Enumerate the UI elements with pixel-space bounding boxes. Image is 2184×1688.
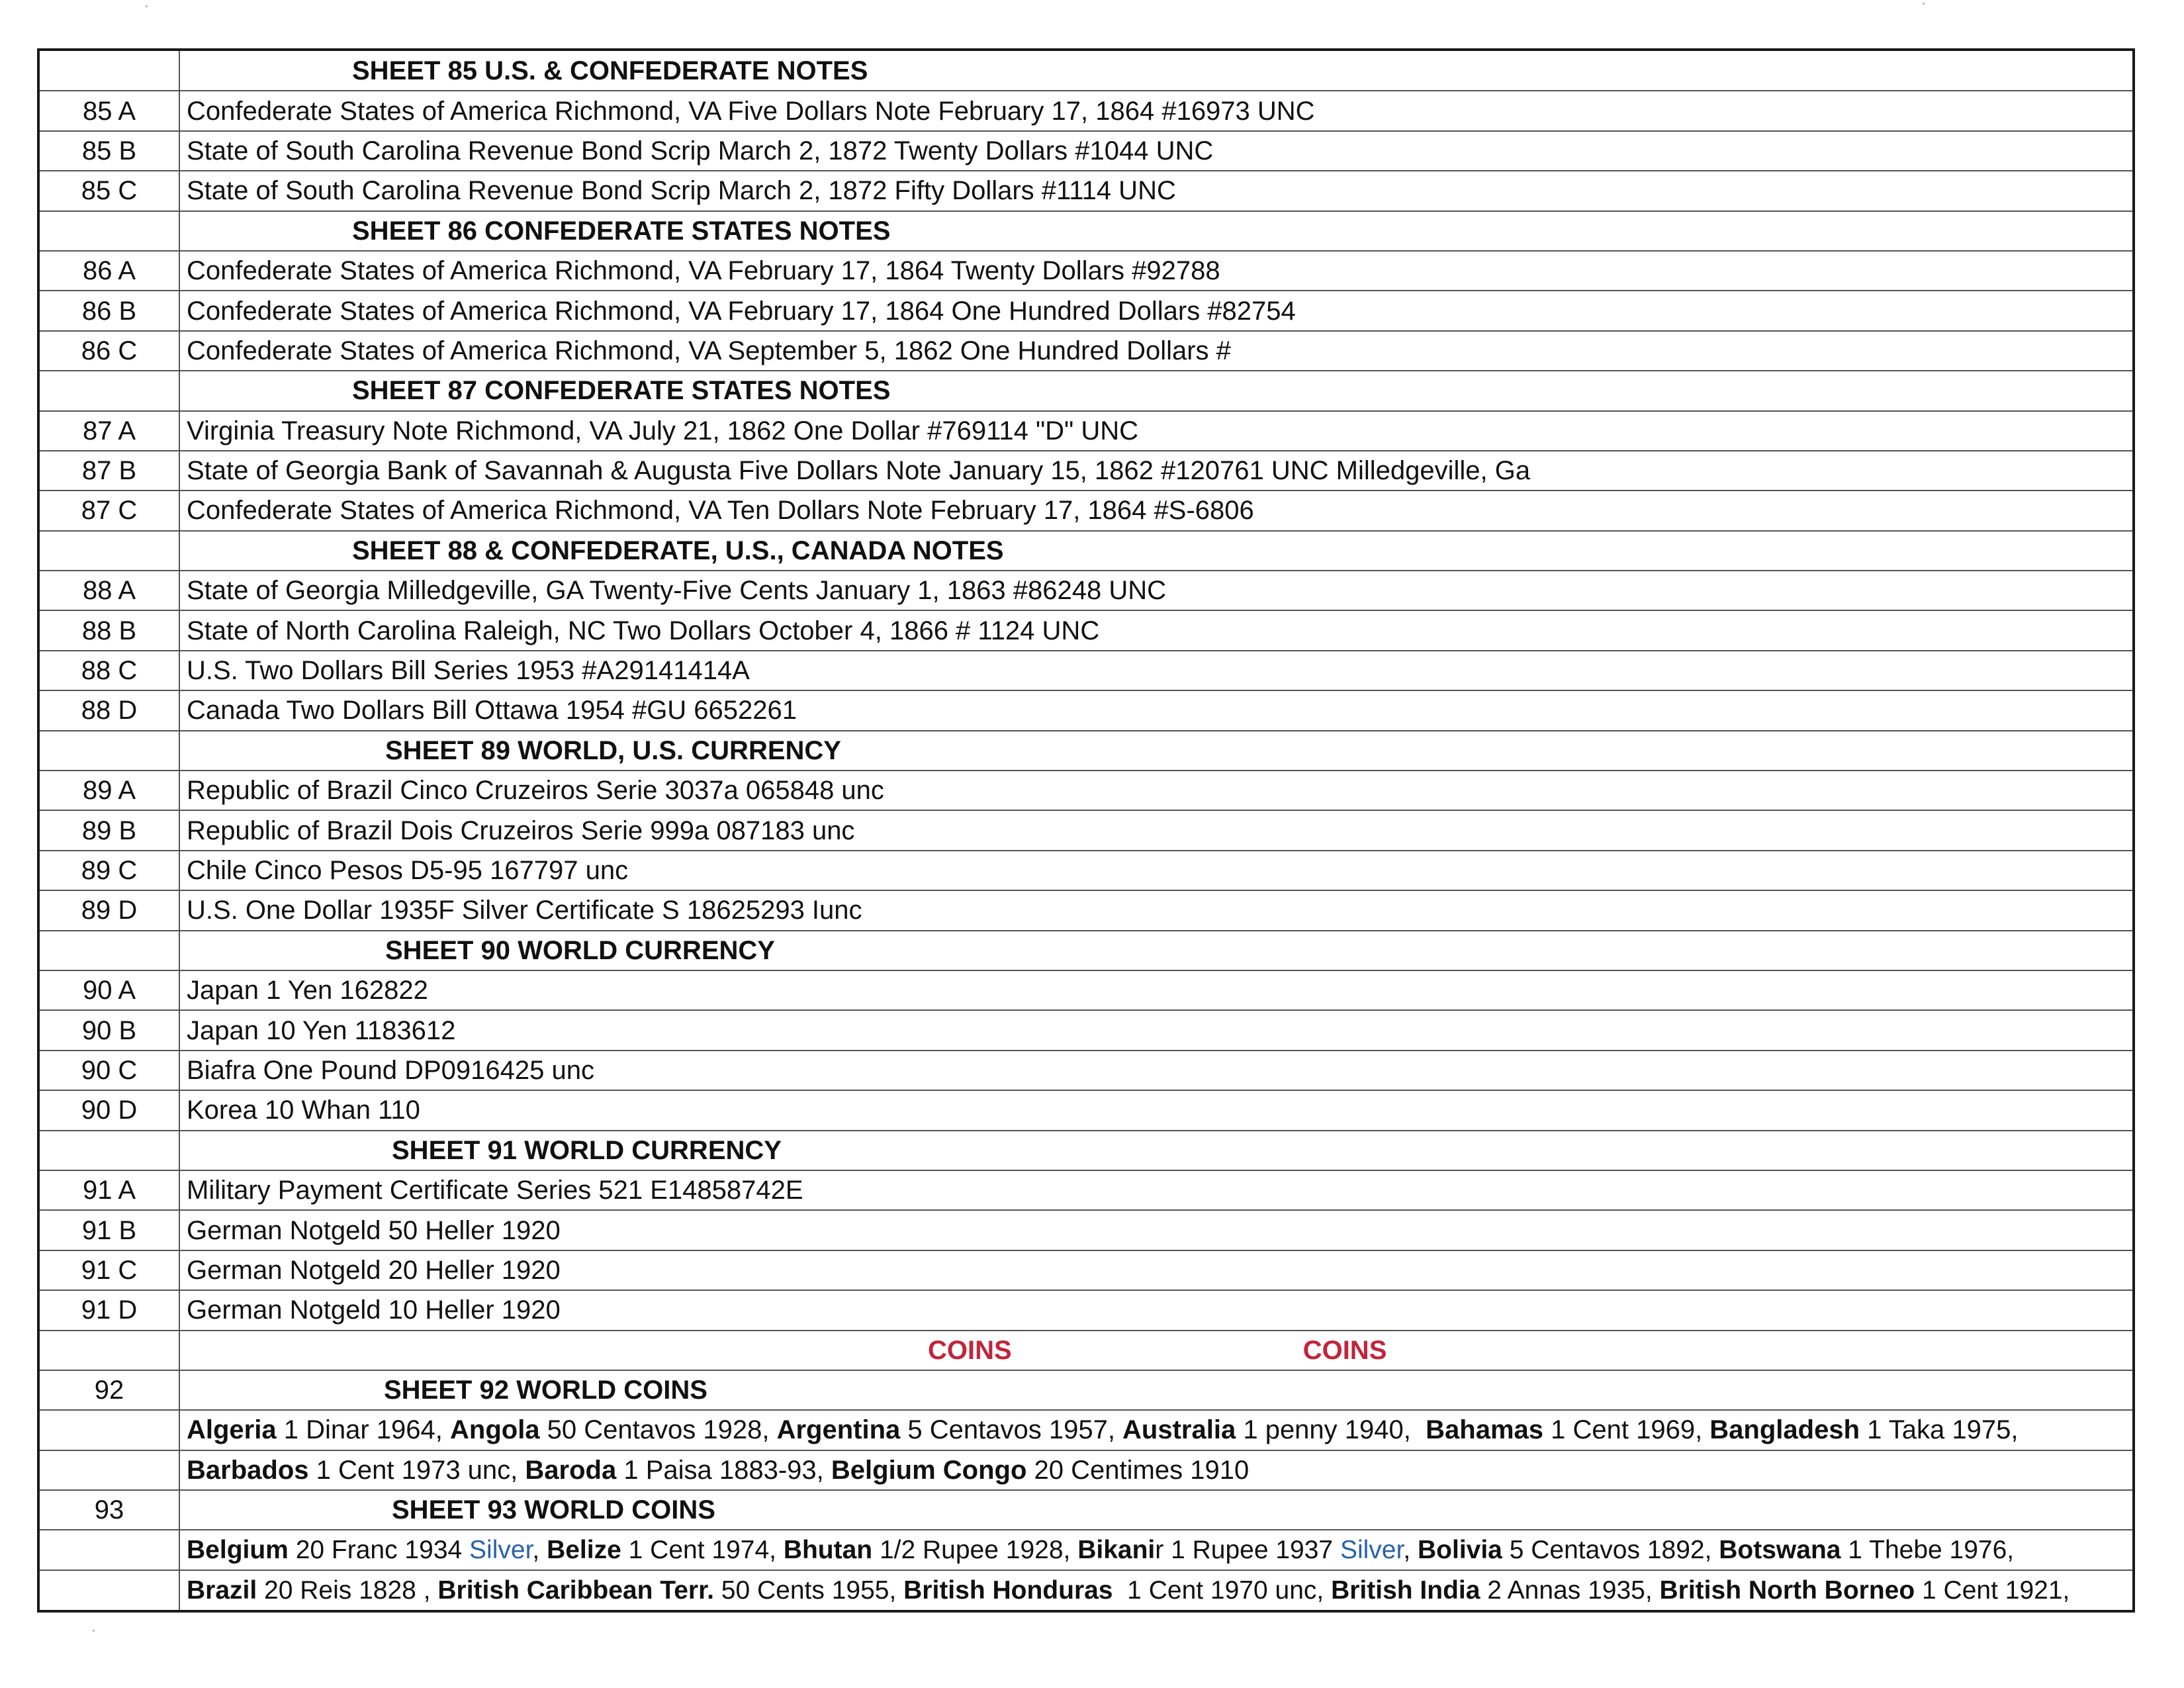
sheet-header-row [40, 371, 2132, 410]
sheet-header-row [40, 1490, 2132, 1530]
sheet-89-header: SHEET 89 WORLD, U.S. CURRENCY [179, 731, 2132, 771]
country-name: Belgium Congo [831, 1455, 1027, 1485]
table-row [40, 1290, 2132, 1330]
sheet-header-row [40, 531, 2132, 571]
coin-list-line: Brazil 20 Reis 1828 , British Caribbean Terr. 50 Cents 1955, British Honduras 1 Cent 1970 unc, British India 2 Annas 1935, British North Borneo 1 Cent 1921, [187, 1576, 2070, 1605]
sheet-header-row [40, 211, 2132, 251]
scan-speck [146, 5, 148, 7]
country-name: Baroda [525, 1455, 617, 1485]
item-description: Confederate States of America Richmond, VA February 17, 1864 One Hundred Dollars #82754 [179, 291, 2132, 330]
item-description: Confederate States of America Richmond, VA Five Dollars Note February 17, 1864 #16973 UNC [179, 91, 2132, 130]
item-id: 88 B [40, 610, 179, 650]
table-row [40, 610, 2132, 650]
table-row [40, 890, 2132, 930]
item-id: 90 C [40, 1051, 179, 1090]
item-id: 87 C [40, 491, 179, 530]
silver-label: Silver [1340, 1536, 1404, 1565]
item-id: 87 A [40, 411, 179, 451]
item-description: German Notgeld 50 Heller 1920 [179, 1210, 2132, 1250]
table-row [40, 851, 2132, 890]
item-description: Korea 10 Whan 110 [179, 1090, 2132, 1130]
table-row [40, 411, 2132, 451]
coin-list-line: Algeria 1 Dinar 1964, Angola 50 Centavos 1928, Argentina 5 Centavos 1957, Australia 1 penny 1940, Bahamas 1 Cent 1969, Bangladesh 1 Taka 1975, [179, 1410, 2132, 1450]
item-id: 90 A [40, 970, 179, 1010]
item-description: State of South Carolina Revenue Bond Scrip March 2, 1872 Fifty Dollars #1114 UNC [179, 171, 2132, 211]
country-name: Barbados [187, 1455, 309, 1485]
country-name: Bikani [1077, 1536, 1156, 1565]
item-description: Republic of Brazil Cinco Cruzeiros Serie 3037a 065848 unc [179, 771, 2132, 810]
table-row [40, 91, 2132, 130]
sheet-92-header: SHEET 92 WORLD COINS [179, 1370, 2132, 1410]
item-id: 86 B [40, 291, 179, 330]
item-id: 89 D [40, 890, 179, 930]
item-description: German Notgeld 20 Heller 1920 [179, 1250, 2132, 1290]
item-id: 85 A [40, 91, 179, 130]
sheet-91-header: SHEET 91 WORLD CURRENCY [179, 1131, 2132, 1170]
item-id: 92 [40, 1370, 179, 1410]
table-row [40, 810, 2132, 850]
sheet-88-header: SHEET 88 & CONFEDERATE, U.S., CANADA NOTES [179, 531, 2132, 571]
table-row [40, 1210, 2132, 1250]
sheet-93-header: SHEET 93 WORLD COINS [179, 1490, 2132, 1530]
table-row [40, 1090, 2132, 1130]
coins-label-right: COINS [1302, 1335, 1387, 1365]
sheet-header-row [40, 1370, 2132, 1410]
country-name: Australia [1122, 1415, 1236, 1445]
country-name: Argentina [776, 1415, 901, 1445]
table-row [40, 251, 2132, 291]
table-row [40, 131, 2132, 171]
item-id: 88 C [40, 651, 179, 690]
coin-list-line: Belgium 20 Franc 1934 Silver, Belize 1 Cent 1974, Bhutan 1/2 Rupee 1928, Bikanir 1 Rupee 1937 Silver, Bolivia 5 Centavos 1892, Botswana 1 Thebe 1976, [179, 1530, 2132, 1570]
sheet-header-row [40, 731, 2132, 771]
sheet-header-row [40, 51, 2132, 91]
item-description: State of South Carolina Revenue Bond Scrip March 2, 1872 Twenty Dollars #1044 UNC [179, 131, 2132, 171]
item-description: Chile Cinco Pesos D5-95 167797 unc [179, 851, 2132, 890]
country-name: British Caribbean Terr. [437, 1576, 714, 1605]
country-name: Bhutan [783, 1536, 873, 1565]
item-description: Biafra One Pound DP0916425 unc [179, 1051, 2132, 1090]
coins-banner-row [40, 1331, 2132, 1370]
inventory-sheet [37, 48, 2135, 1613]
item-id: 86 C [40, 331, 179, 371]
item-description: Canada Two Dollars Bill Ottawa 1954 #GU 6652261 [179, 690, 2132, 730]
table-row [40, 651, 2132, 690]
table-row [40, 690, 2132, 730]
country-name: Brazil [187, 1576, 257, 1605]
scan-speck [1923, 3, 1925, 5]
item-description: U.S. Two Dollars Bill Series 1953 #A29141414A [179, 651, 2132, 690]
country-name: Algeria [187, 1415, 277, 1445]
table-row [40, 1010, 2132, 1050]
item-id: 93 [40, 1490, 179, 1530]
sheet-85-header: SHEET 85 U.S. & CONFEDERATE NOTES [179, 51, 2132, 91]
scan-speck [93, 1630, 95, 1632]
country-name: Bangladesh [1709, 1415, 1860, 1445]
table-row [40, 771, 2132, 810]
item-description: German Notgeld 10 Heller 1920 [179, 1290, 2132, 1330]
silver-label: Silver [469, 1536, 533, 1565]
sheet-header-row [40, 931, 2132, 970]
country-name: Bahamas [1426, 1415, 1543, 1445]
table-row [40, 1051, 2132, 1090]
table-row [40, 571, 2132, 610]
item-id: 91 C [40, 1250, 179, 1290]
item-description: State of Georgia Milledgeville, GA Twenty-Five Cents January 1, 1863 #86248 UNC [179, 571, 2132, 610]
table-row [40, 1450, 2132, 1490]
item-id: 85 C [40, 171, 179, 211]
table-row [40, 491, 2132, 530]
item-id: 86 A [40, 251, 179, 291]
item-description: Virginia Treasury Note Richmond, VA July 21, 1862 One Dollar #769114 "D" UNC [179, 411, 2132, 451]
table-row [40, 970, 2132, 1010]
item-description: State of Georgia Bank of Savannah & Augusta Five Dollars Note January 15, 1862 #120761 UNC Milledgeville, Ga [179, 451, 2132, 491]
item-id: 89 B [40, 810, 179, 850]
table-row [40, 1170, 2132, 1210]
country-name: British Honduras [903, 1576, 1113, 1605]
item-description: Japan 1 Yen 162822 [179, 970, 2132, 1010]
table-row [40, 331, 2132, 371]
inventory-table [40, 51, 2132, 1610]
coin-list-line: Barbados 1 Cent 1973 unc, Baroda 1 Paisa 1883-93, Belgium Congo 20 Centimes 1910 [179, 1450, 2132, 1490]
item-id: 89 C [40, 851, 179, 890]
item-id: 90 D [40, 1090, 179, 1130]
item-description: State of North Carolina Raleigh, NC Two Dollars October 4, 1866 # 1124 UNC [179, 610, 2132, 650]
country-name: Belgium [187, 1536, 289, 1565]
item-id: 85 B [40, 131, 179, 171]
table-row [40, 451, 2132, 491]
country-name: Belize [547, 1536, 621, 1565]
item-id: 89 A [40, 771, 179, 810]
sheet-86-header: SHEET 86 CONFEDERATE STATES NOTES [179, 211, 2132, 251]
item-id: 90 B [40, 1010, 179, 1050]
item-id: 88 D [40, 690, 179, 730]
item-id: 88 A [40, 571, 179, 610]
country-name: British North Borneo [1659, 1576, 1915, 1605]
item-description: U.S. One Dollar 1935F Silver Certificate S 18625293 Iunc [179, 890, 2132, 930]
sheet-90-header: SHEET 90 WORLD CURRENCY [179, 931, 2132, 970]
country-name: British India [1331, 1576, 1480, 1605]
item-description: Confederate States of America Richmond, VA February 17, 1864 Twenty Dollars #92788 [179, 251, 2132, 291]
sheet-header-row [40, 1131, 2132, 1170]
item-description: Confederate States of America Richmond, VA Ten Dollars Note February 17, 1864 #S-6806 [179, 491, 2132, 530]
table-row [40, 1530, 2132, 1570]
item-description: Confederate States of America Richmond, VA September 5, 1862 One Hundred Dollars # [179, 331, 2132, 371]
table-row [40, 1570, 2132, 1610]
country-name: Botswana [1719, 1536, 1841, 1565]
table-row [40, 1410, 2132, 1450]
item-description: Military Payment Certificate Series 521 E14858742E [179, 1170, 2132, 1210]
table-row [40, 291, 2132, 330]
coins-label-left: COINS [928, 1335, 1012, 1365]
table-row [40, 171, 2132, 211]
country-name: Angola [450, 1415, 540, 1445]
sheet-87-header: SHEET 87 CONFEDERATE STATES NOTES [179, 371, 2132, 410]
item-description: Japan 10 Yen 1183612 [179, 1010, 2132, 1050]
item-description: Republic of Brazil Dois Cruzeiros Serie 999a 087183 unc [179, 810, 2132, 850]
item-id: 91 B [40, 1210, 179, 1250]
country-name: Bolivia [1418, 1536, 1502, 1565]
item-id: 91 A [40, 1170, 179, 1210]
table-row [40, 1250, 2132, 1290]
item-id: 87 B [40, 451, 179, 491]
item-id: 91 D [40, 1290, 179, 1330]
